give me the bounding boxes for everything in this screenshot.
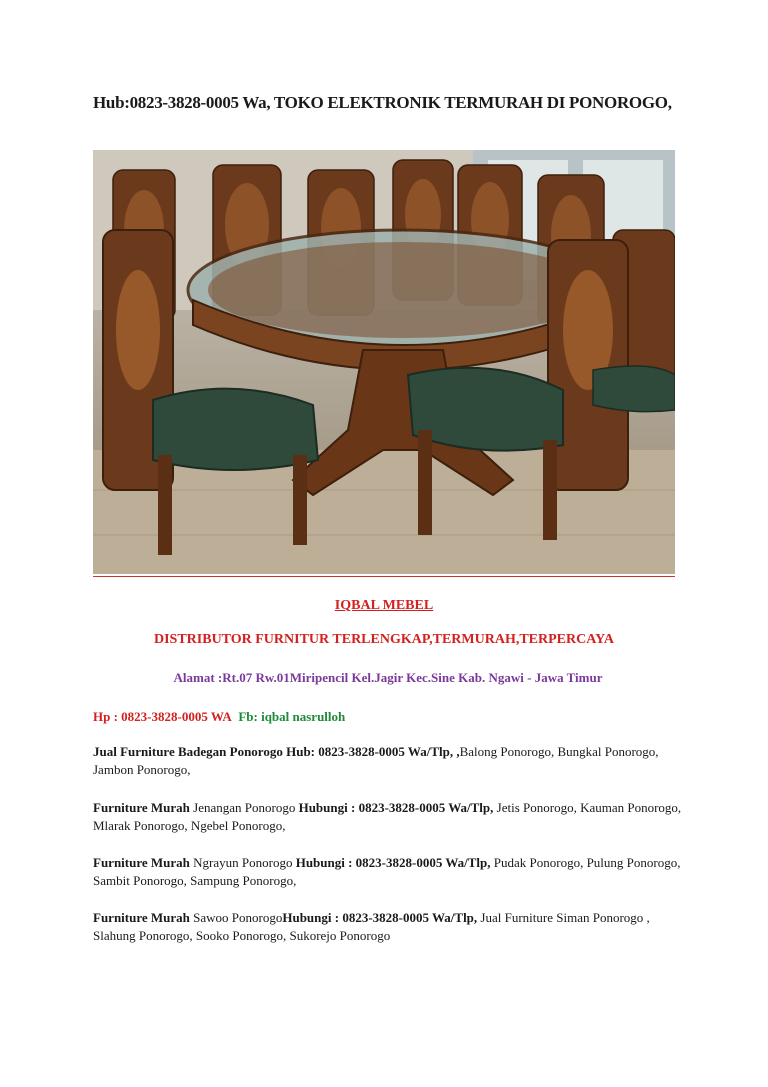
paragraph-bold: Furniture Murah xyxy=(93,800,190,815)
divider-line xyxy=(93,576,675,577)
paragraph-bold: Jual Furniture Badegan Ponorogo Hub: 0823-3828-0005 Wa/Tlp, , xyxy=(93,744,460,759)
paragraph-text: Ngrayun Ponorogo xyxy=(189,855,296,870)
facebook-contact: Fb: iqbal nasrulloh xyxy=(238,709,346,724)
paragraph-text: Jual Furniture Siman Ponorogo , Slahung Ponorogo, Sooko Ponorogo, Sukorejo Ponorogo xyxy=(93,910,650,943)
paragraph-text: Pudak Ponorogo, Pulung Ponorogo, Sambit Ponorogo, Sampung Ponorogo, xyxy=(93,855,681,888)
product-photo xyxy=(93,150,675,574)
contact-line xyxy=(93,709,345,725)
paragraph-bold: Hubungi : 0823-3828-0005 Wa/Tlp, xyxy=(295,855,491,870)
phone-contact: Hp : 0823-3828-0005 WA xyxy=(93,709,232,724)
shop-name: IQBAL MEBEL xyxy=(334,598,434,613)
paragraph-badegan xyxy=(93,743,683,779)
paragraph-sawoo xyxy=(93,909,683,945)
paragraph-text: Balong Ponorogo, Bungkal Ponorogo, Jambon Ponorogo, xyxy=(93,744,659,777)
paragraph-text: Jenangan Ponorogo xyxy=(189,800,299,815)
paragraph-bold: Hubungi : 0823-3828-0005 Wa/Tlp, xyxy=(282,910,478,925)
paragraph-bold: Hubungi : 0823-3828-0005 Wa/Tlp, xyxy=(298,800,494,815)
paragraph-bold: Furniture Murah xyxy=(93,910,190,925)
paragraph-ngrayun xyxy=(93,854,683,890)
paragraph-text: Sawoo Ponorogo xyxy=(189,910,283,925)
paragraph-text: Jetis Ponorogo, Kauman Ponorogo, Mlarak Ponorogo, Ngebel Ponorogo, xyxy=(93,800,682,833)
paragraph-bold: Furniture Murah xyxy=(93,855,190,870)
page-title: Hub:0823-3828-0005 Wa, TOKO ELEKTRONIK TERMURAH DI PONOROGO, xyxy=(93,93,672,112)
shop-tagline: DISTRIBUTOR FURNITUR TERLENGKAP,TERMURAH,TERPERCAYA xyxy=(153,632,615,647)
paragraph-jenangan xyxy=(93,799,683,835)
shop-address: Alamat :Rt.07 Rw.01Miripencil Kel.Jagir Kec.Sine Kab. Ngawi - Jawa Timur xyxy=(173,670,603,685)
